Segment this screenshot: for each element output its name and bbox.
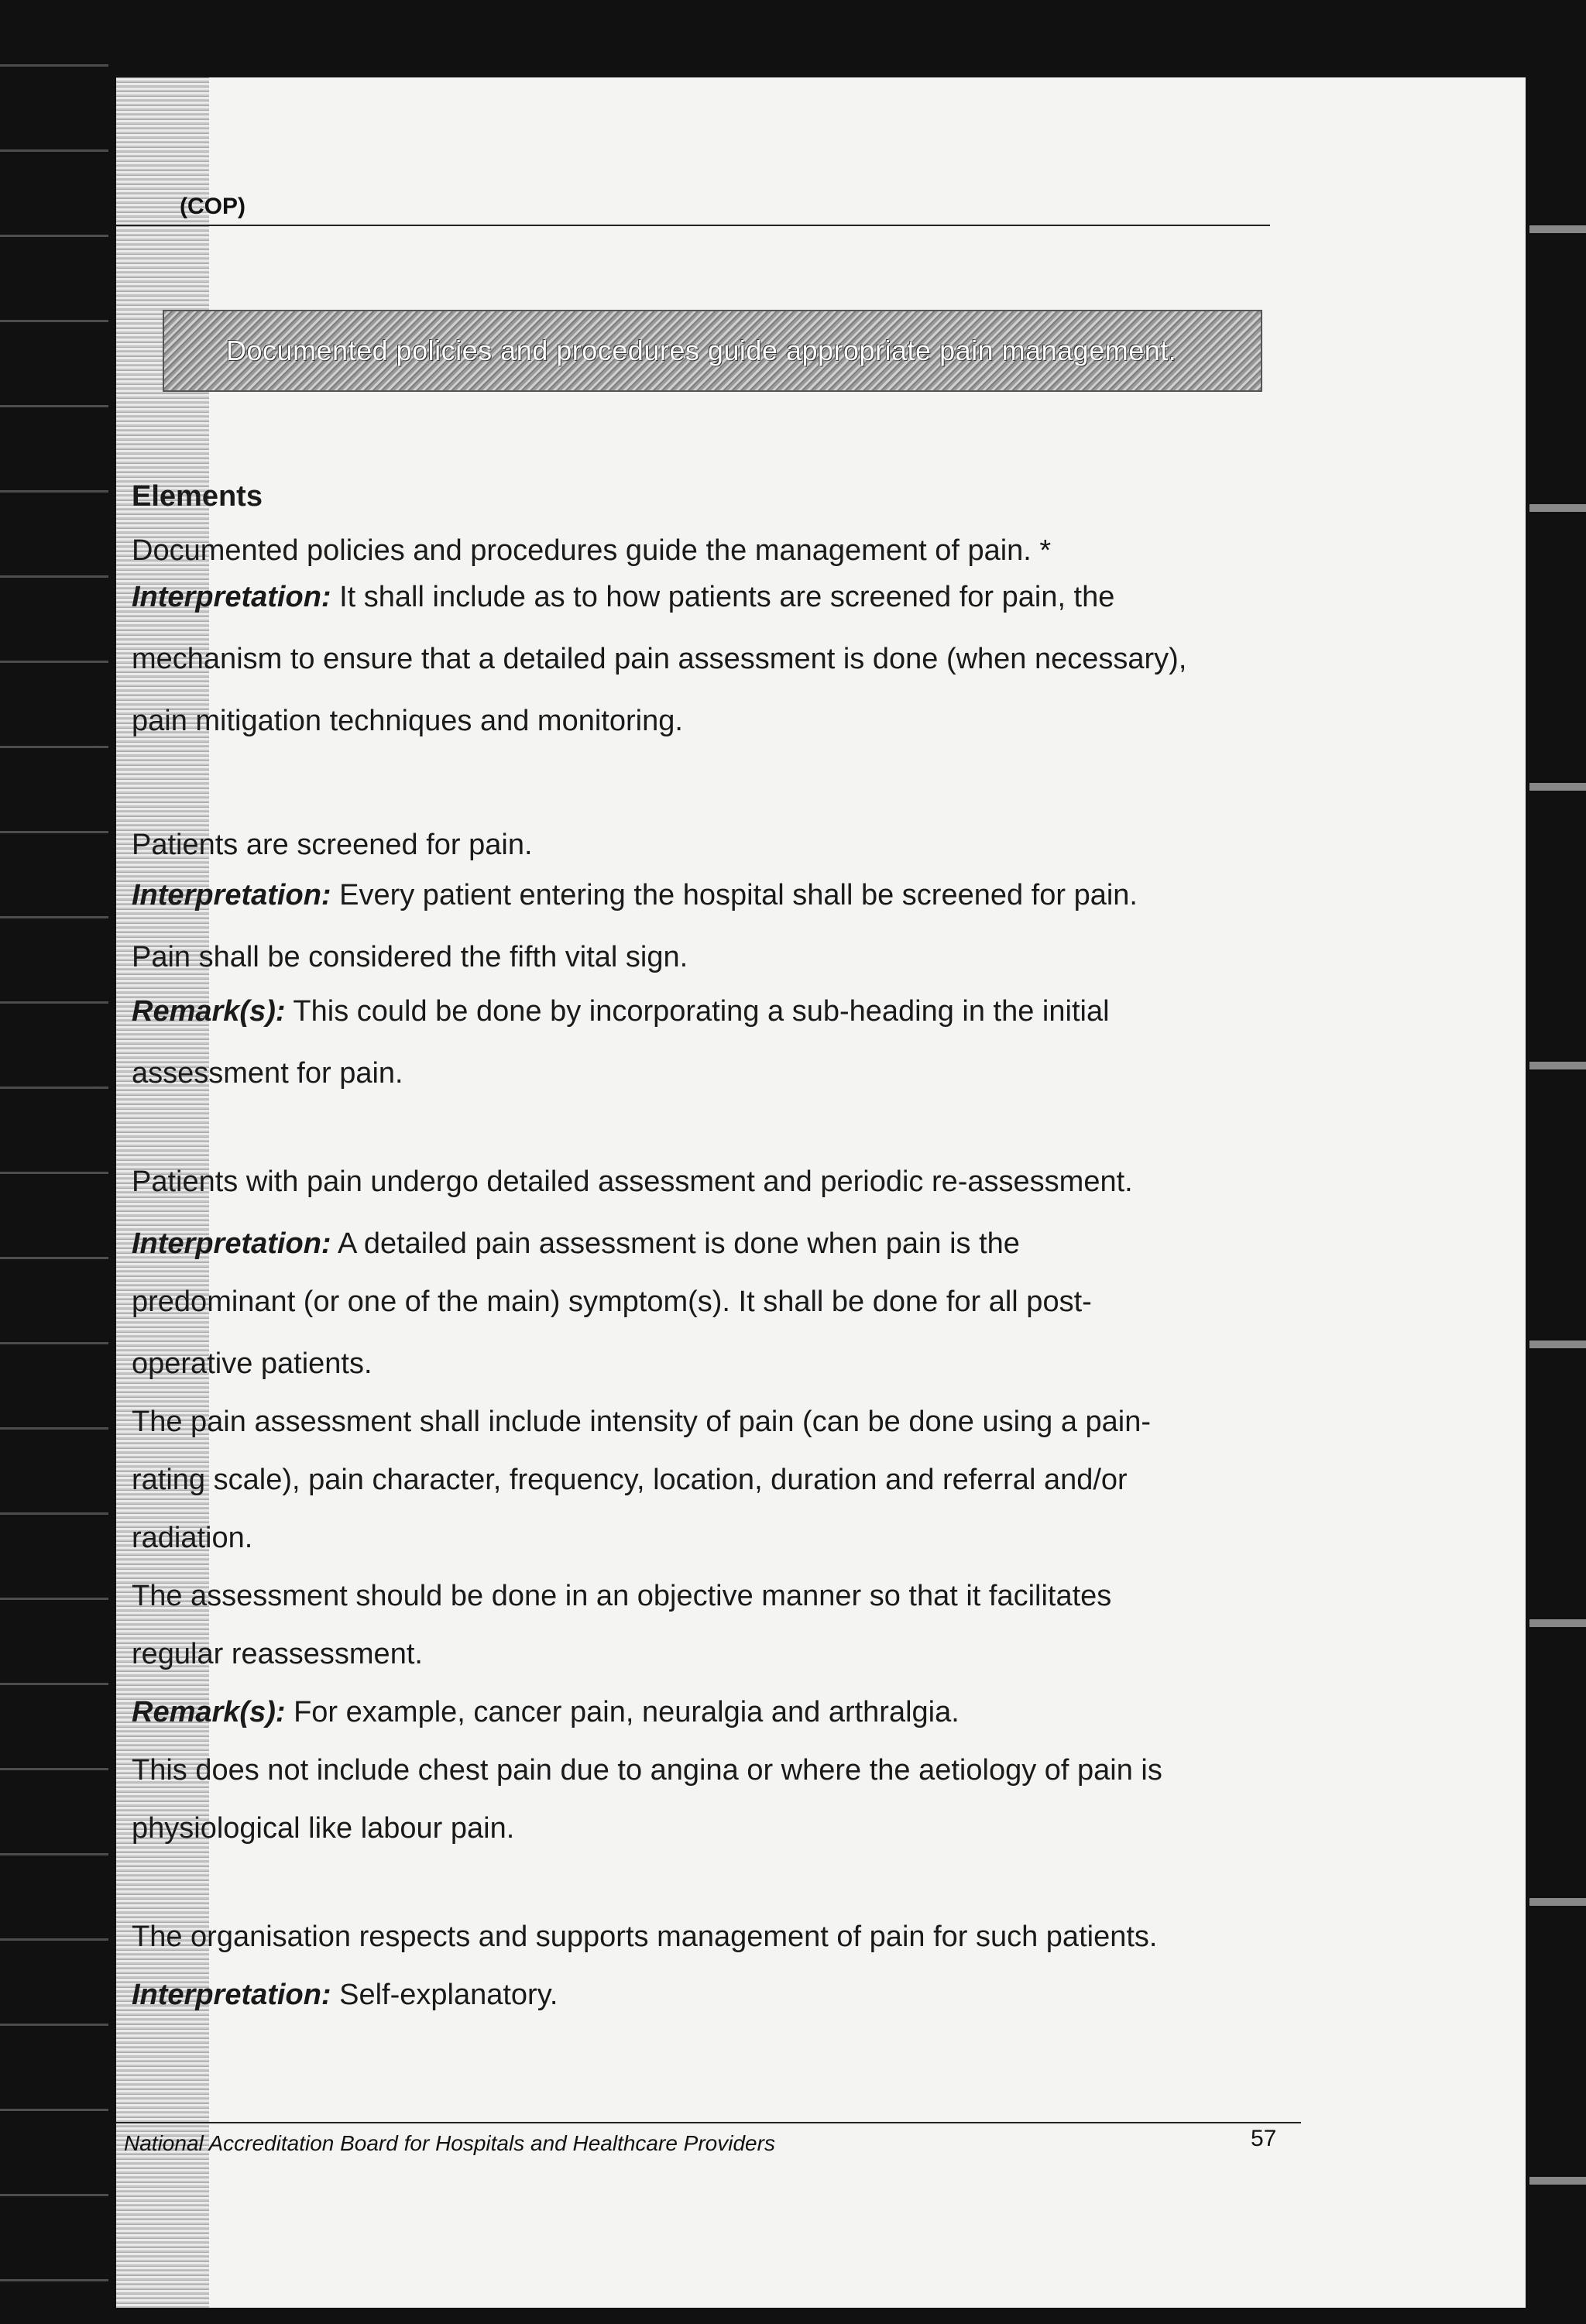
text-line: rating scale), pain character, frequency, location, duration and referral and/or — [132, 1464, 1128, 1496]
page-number: 57 — [1251, 2126, 1277, 2151]
remark-1 — [132, 995, 1110, 1028]
scan-right-edge — [1529, 0, 1586, 2324]
interpretation-2 — [132, 879, 1138, 912]
chapter-code: (COP) — [180, 194, 245, 219]
objective-2: Patients are screened for pain. — [132, 829, 533, 861]
text-line: operative patients. — [132, 1347, 372, 1380]
scan-edge — [0, 0, 108, 2324]
objective-3: Patients with pain undergo detailed assessment and periodic re-assessment. — [132, 1165, 1133, 1198]
text-line: mechanism to ensure that a detailed pain assessment is done (when necessary), — [132, 643, 1187, 675]
text-line: This does not include chest pain due to angina or where the aetiology of pain is — [132, 1754, 1162, 1787]
text-line: Pain shall be considered the fifth vital sign. — [132, 941, 688, 973]
interpretation-4 — [132, 1979, 558, 2012]
text-line: pain mitigation techniques and monitoring. — [132, 705, 683, 737]
remark-text: This could be done by incorporating a sub-heading in the initial — [285, 995, 1110, 1028]
remark-label: Remark(s): — [132, 995, 286, 1028]
text-line: The assessment should be done in an objective manner so that it facilitates — [132, 1580, 1112, 1612]
objective-4: The organisation respects and supports management of pain for such patients. — [132, 1921, 1158, 1953]
header-rule — [116, 225, 1270, 226]
objective-1: Documented policies and procedures guide the management of pain. * — [132, 534, 1052, 567]
interpretation-label: Interpretation: — [132, 581, 331, 613]
interpretation-text: Self-explanatory. — [331, 1979, 558, 2011]
standard-banner-text: Documented policies and procedures guide appropriate pain management. — [226, 335, 1177, 366]
standard-banner — [163, 310, 1262, 392]
interpretation-text: Every patient entering the hospital shall be screened for pain. — [331, 879, 1138, 911]
interpretation-label: Interpretation: — [132, 879, 331, 911]
remark-2 — [132, 1696, 959, 1729]
text-line: The pain assessment shall include intensity of pain (can be done using a pain- — [132, 1406, 1152, 1438]
interpretation-label: Interpretation: — [132, 1227, 331, 1260]
text-line: regular reassessment. — [132, 1638, 423, 1670]
footer-organization: National Accreditation Board for Hospitals and Healthcare Providers — [124, 2131, 775, 2155]
interpretation-text: It shall include as to how patients are screened for pain, the — [331, 581, 1115, 613]
footer-rule — [116, 2122, 1301, 2123]
text-line: radiation. — [132, 1522, 253, 1554]
text-line: physiological like labour pain. — [132, 1812, 515, 1845]
interpretation-1 — [132, 581, 1114, 614]
interpretation-label: Interpretation: — [132, 1979, 331, 2011]
text-line: assessment for pain. — [132, 1057, 403, 1090]
remark-text: For example, cancer pain, neuralgia and arthralgia. — [285, 1696, 959, 1728]
elements-heading: Elements — [132, 480, 263, 513]
text-line: predominant (or one of the main) symptom(s). It shall be done for all post- — [132, 1286, 1092, 1318]
interpretation-text: A detailed pain assessment is done when pain is the — [331, 1227, 1020, 1260]
interpretation-3 — [132, 1227, 1020, 1261]
remark-label: Remark(s): — [132, 1696, 286, 1728]
